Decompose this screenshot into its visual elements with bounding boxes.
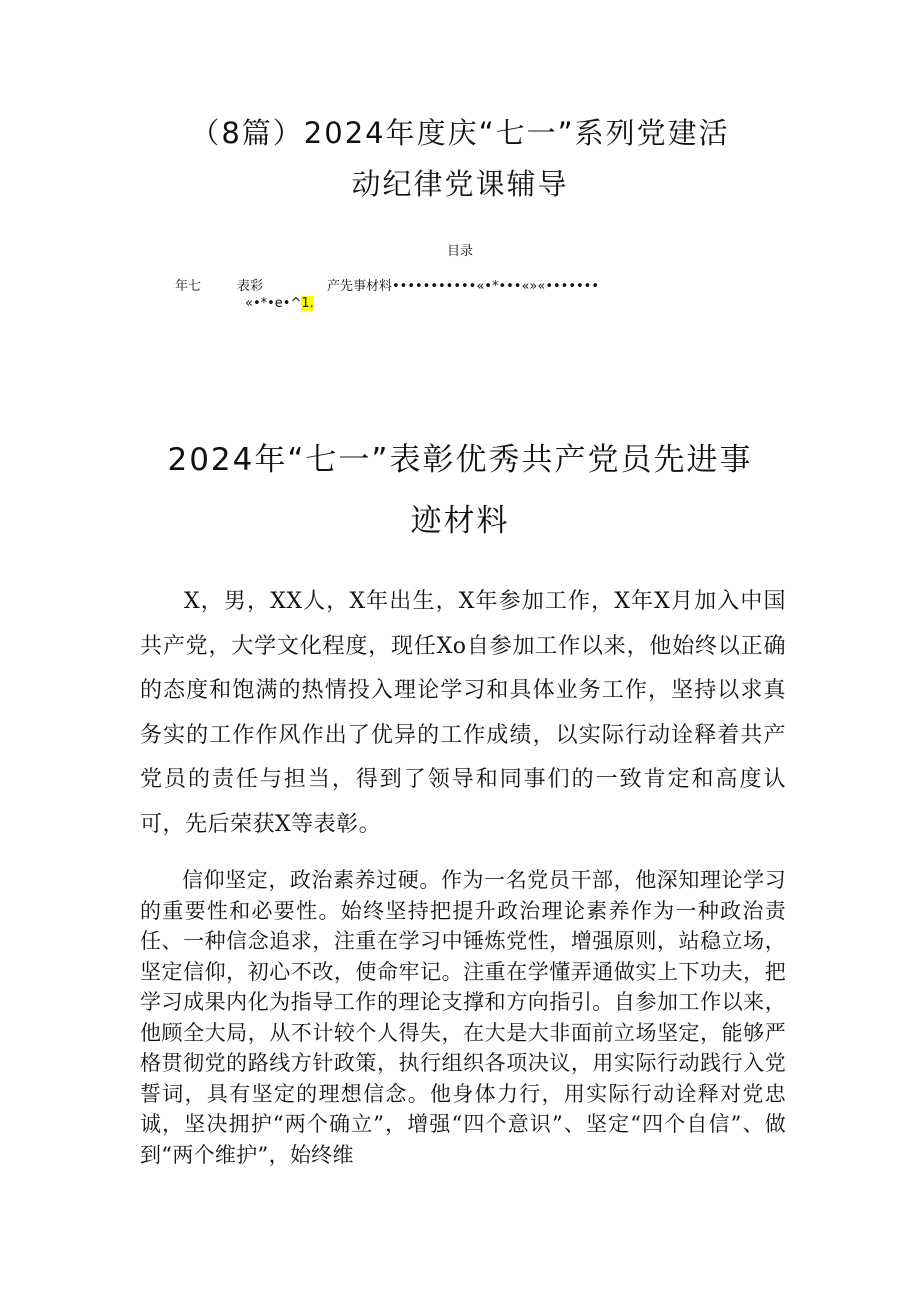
section-title-line-1: 2024年“七一”表彰优秀共产党员先进事 [167, 442, 753, 478]
section-title-line-2: 迹材料 [410, 503, 510, 539]
toc-heading: 目录 [446, 244, 473, 259]
toc-entry-page-number: 1. [301, 296, 314, 311]
body-paragraph-intro: X，男，XX人，X年出生，X年参加工作，X年X月加入中国共产党，大学文化程度，现任Xo自参加工作以来，他始终以正确的态度和饱满的热情投入理论学习和具体业务工作，坚持以求真务实的工作作风作出了优异的工作成绩，以实际行动诠释着共产党员的责任与担当，得到了领导和同事们的一致肯定和高度认可，先后荣获X等表彰。 [140, 589, 786, 837]
toc-entry-fragment-c: 产先事材料•••••••••••«•*•••«»«••••••• [327, 279, 600, 294]
body-paragraph-faith: 信仰坚定，政治素养过硬。作为一名党员干部，他深知理论学习的重要性和必要性。始终坚持把提升政治理论素养作为一种政治责任、一种信念追求，注重在学习中锤炼党性，增强原则，站稳立场，坚定信仰，初心不改，使命牢记。注重在学懂弄通做实上下功夫，把学习成果内化为指导工作的理论支撑和方向指引。自参加工作以来，他顾全大局，从不计较个人得失，在大是大非面前立场坚定，能够严格贯彻党的路线方针政策，执行组织各项决议，用实际行动践行入党誓词，具有坚定的理想信念。他身体力行，用实际行动诠释对党忠诚，坚决拥护“两个确立”，增强“四个意识”、坚定“四个自信”、做到“两个维护”，始终维 [140, 868, 786, 1167]
toc-entry-1-continuation[interactable] [245, 296, 314, 311]
document-title-line-2: 动纪律党课辅导 [351, 167, 569, 201]
document-title-line-1: （8篇）2024年度庆“七一”系列党建活 [190, 116, 730, 150]
toc-entry-fragment-b: 表彩 [237, 279, 264, 294]
toc-entry-fragment-a: 年七 [175, 279, 202, 294]
toc-entry-leader: «•*•e•^ [245, 296, 302, 311]
